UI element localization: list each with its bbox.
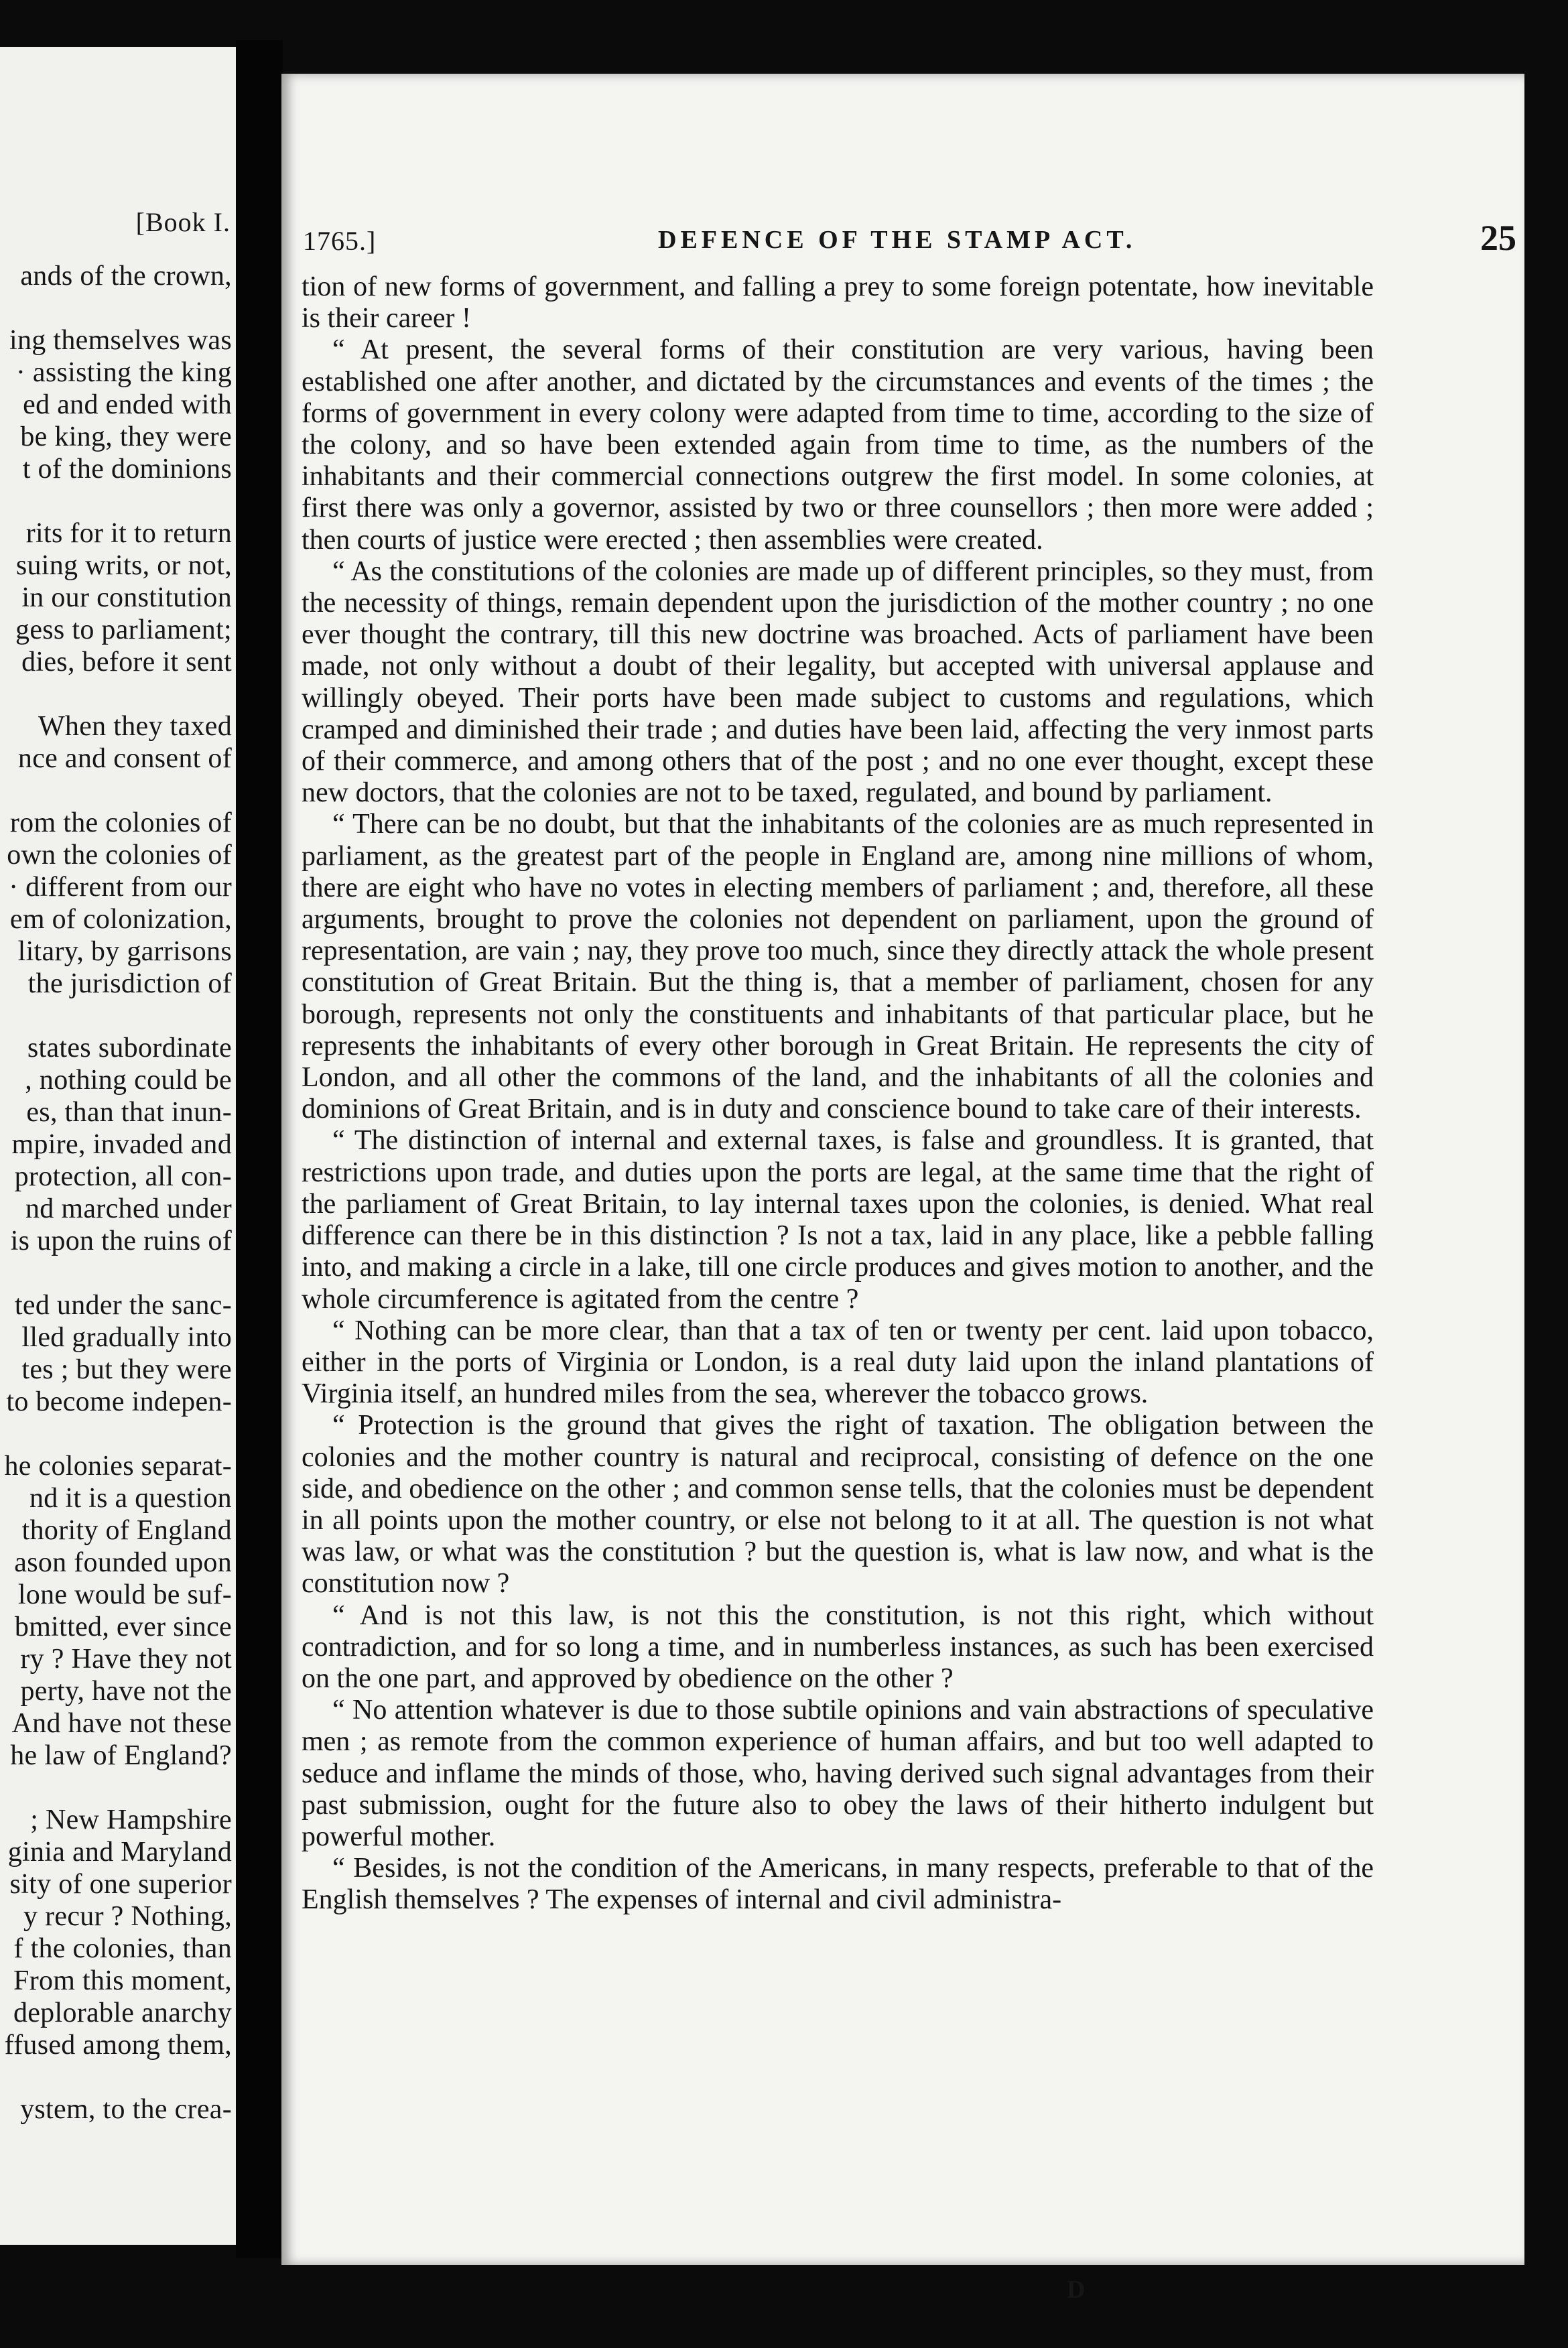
left-page-fragment — [0, 47, 236, 2245]
left-page-line: em of colonization, — [9, 904, 232, 935]
paragraph: “ No attention whatever is due to those subtile opinions and vain abstractions of speculative men ; as remote from the common experience of human affairs, and but too well adapted to seduce and inflame the minds of those, who, having derived such signal advantages from their past submission, ought for the future also to obey the laws of their hitherto indulgent but powerful mother. — [302, 1695, 1374, 1852]
left-page-line: lled gradually into — [21, 1322, 232, 1353]
left-page-line: ystem, to the crea- — [20, 2094, 232, 2125]
left-page-line: ed and ended with — [23, 389, 232, 420]
left-page-line: ing themselves was — [9, 325, 232, 356]
left-page-line: ted under the sanc- — [14, 1290, 232, 1321]
left-page-line: rom the colonies of — [9, 807, 232, 838]
paragraph: “ Besides, is not the condition of the Americans, in many respects, preferable to that of the English themselves ? The expenses of internal and civil administra- — [302, 1853, 1374, 1916]
left-page-line: ands of the crown, — [20, 261, 232, 291]
left-page-line: nd marched under — [25, 1193, 232, 1224]
left-page-line: suing writs, or not, — [15, 550, 232, 581]
left-page-line: litary, by garrisons — [17, 936, 232, 967]
running-head — [303, 218, 1516, 259]
running-head-title: DEFENCE OF THE STAMP ACT. — [658, 226, 1136, 254]
paragraph: “ Nothing can be more clear, than that a tax of ten or twenty per cent. laid upon tobacco, either in the ports of Virginia or London, is a real duty laid upon the inland plantations of Virginia itself, an hundred miles from the sea, wherever the tobacco grows. — [302, 1315, 1374, 1410]
left-page-line: t of the dominions — [22, 454, 232, 484]
left-page-line: ry ? Have they not — [20, 1644, 232, 1675]
left-page-line: ason founded upon — [14, 1547, 232, 1578]
left-page-line: nce and consent of — [17, 743, 232, 774]
left-page-line: mpire, invaded and — [11, 1129, 232, 1160]
left-page-line: deplorable anarchy — [13, 1998, 232, 2028]
left-page-line: be king, they were — [20, 421, 232, 452]
left-page-line: dies, before it sent — [21, 647, 232, 677]
page-number: 25 — [1480, 218, 1516, 258]
left-page-line: perty, have not the — [20, 1676, 232, 1707]
left-page-line: he law of England? — [10, 1740, 232, 1771]
left-page-line: · assisting the king — [15, 357, 232, 388]
left-page-header: [Book I. — [135, 207, 231, 237]
left-page-line: own the colonies of — [7, 840, 232, 870]
book-gutter — [236, 40, 283, 2258]
left-page-line: nd it is a question — [29, 1483, 232, 1514]
signature-mark: D — [1067, 2276, 1086, 2304]
left-page-line: lone would be suf- — [17, 1579, 232, 1610]
paragraph: “ Protection is the ground that gives the right of taxation. The obligation between the colonies and the mother country is natural and reciprocal, consisting of defence on the one side, and obedience on the other ; and common sense tells, that the colonies must be dependent in all points upon the mother country, or else not belong to it at all. The question is not what was law, or what was the constitution ? but the question is, what is law now, and what is the constitution now ? — [302, 1410, 1374, 1600]
left-page-line: bmitted, ever since — [14, 1612, 232, 1642]
right-page — [281, 74, 1524, 2304]
left-page-line: es, than that inun- — [26, 1097, 232, 1128]
left-page-line: And have not these — [11, 1708, 232, 1739]
left-page-line: the jurisdiction of — [27, 968, 232, 999]
left-page-line: in our constitution — [21, 582, 232, 613]
body-text — [302, 271, 1374, 1916]
left-page-line: ginia and Maryland — [7, 1837, 232, 1868]
left-page-line: , nothing could be — [25, 1065, 232, 1096]
paragraph: “ At present, the several forms of their constitution are very various, having been established one after another, and dictated by the circumstances and events of the times ; the forms of government in every colony were adapted from time to time, according to the size of the colony, and so have been extended again from time to time, as the numbers of the inhabitants and their commercial connections outgrew the first model. In some colonies, at first there was only a governor, assisted by two or three counsellors ; then more were added ; then courts of justice were erected ; then assemblies were created. — [302, 334, 1374, 556]
left-page-line: f the colonies, than — [13, 1933, 232, 1964]
left-page-line: sity of one superior — [9, 1869, 232, 1900]
left-page-line: states subordinate — [27, 1033, 232, 1063]
left-page-line: to become indepen- — [6, 1386, 232, 1417]
left-page-line: rits for it to return — [25, 518, 232, 549]
left-page-line: From this moment, — [13, 1965, 232, 1996]
left-page-line: y recur ? Nothing, — [23, 1901, 232, 1932]
left-page-line: ffused among them, — [4, 2030, 232, 2061]
left-page-line: he colonies separat- — [4, 1451, 232, 1482]
left-page-line: gess to parliament; — [15, 614, 232, 645]
left-page-line: When they taxed — [38, 711, 232, 742]
left-page-line: ; New Hampshire — [30, 1805, 232, 1835]
left-page-line: protection, all con- — [14, 1161, 232, 1192]
paragraph: “ And is not this law, is not this the constitution, is not this right, which without contradiction, and for so long a time, and in numberless instances, as such has been exercised on the one part, and approved by obedience on the other ? — [302, 1600, 1374, 1694]
left-page-line: is upon the ruins of — [10, 1226, 232, 1256]
running-head-year: 1765.] — [303, 226, 377, 256]
paragraph: tion of new forms of government, and falling a prey to some foreign potentate, how inevitable is their career ! — [302, 271, 1374, 334]
left-page-line: thority of England — [21, 1515, 232, 1546]
paragraph: “ As the constitutions of the colonies are made up of different principles, so they must, from the necessity of things, remain dependent upon the jurisdiction of the mother country ; no one ever thought the contrary, till this new doctrine was broached. Acts of parliament have been made, not only without a doubt of their legality, but accepted with universal applause and willingly obeyed. Their ports have been made subject to customs and regulations, which cramped and diminished their trade ; and duties have been laid, affecting the very inmost parts of their commerce, and among others that of the post ; and no one ever thought, except these new doctors, that the colonies are not to be taxed, regulated, and bound by parliament. — [302, 556, 1374, 809]
paragraph: “ There can be no doubt, but that the inhabitants of the colonies are as much represented in parliament, as the greatest part of the people in England are, among nine millions of whom, there are eight who have no votes in electing members of parliament ; and, therefore, all these arguments, brought to prove the colonies not dependent on parliament, upon the ground of representation, are vain ; nay, they prove too much, since they directly attack the whole present constitution of Great Britain. But the thing is, that a member of parliament, chosen for any borough, represents not only the constituents and inhabitants of that particular place, but he represents the inhabitants of every other borough in Great Britain. He represents the city of London, and all other the commons of the land, and the inhabitants of all the colonies and dominions of Great Britain, and is in duty and conscience bound to take care of their interests. — [302, 809, 1374, 1125]
paragraph: “ The distinction of internal and external taxes, is false and groundless. It is granted, that restrictions upon trade, and duties upon the ports are legal, at the same time that the right of the parliament of Great Britain, to lay internal taxes upon the colonies, is denied. What real difference can there be in this distinction ? Is not a tax, laid in any place, like a pebble falling into, and making a circle in a lake, till one circle produces and gives motion to another, and the whole circumference is agitated from the centre ? — [302, 1125, 1374, 1315]
left-page-line: tes ; but they were — [21, 1354, 232, 1385]
left-page-line: · different from our — [9, 872, 232, 903]
